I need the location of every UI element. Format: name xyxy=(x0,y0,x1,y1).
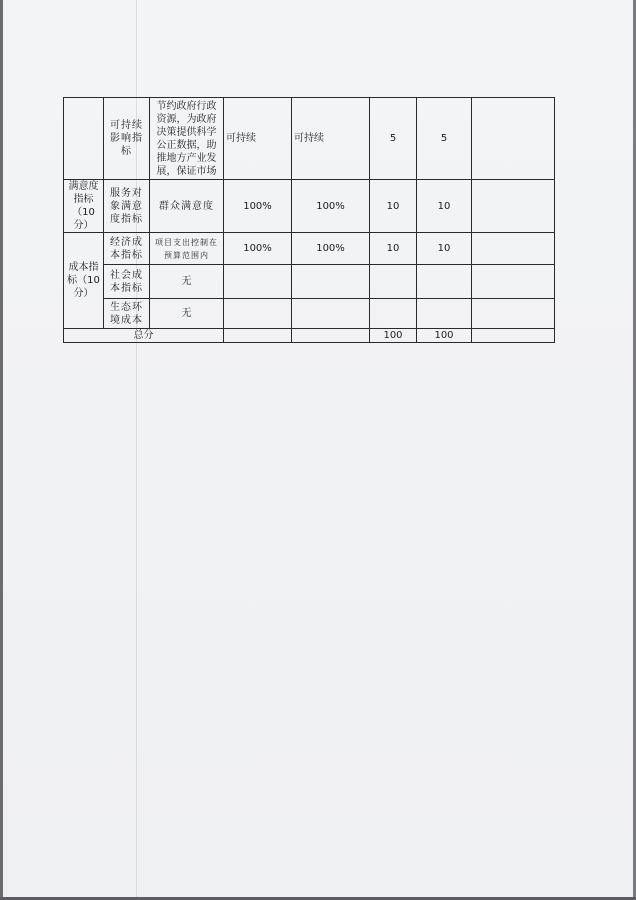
total-row xyxy=(64,329,555,343)
indicator-cell: 无 xyxy=(150,265,224,299)
note-cell xyxy=(472,180,555,233)
note-cell xyxy=(472,98,555,180)
table-row xyxy=(64,233,555,265)
category-cell: 满意度指标（10分） xyxy=(64,180,104,233)
total-actual-cell xyxy=(292,329,370,343)
total-score-cell: 100 xyxy=(417,329,472,343)
target-cell: 100% xyxy=(224,180,292,233)
table-row xyxy=(64,265,555,299)
table-row xyxy=(64,299,555,329)
actual-cell xyxy=(292,265,370,299)
total-weight-cell: 100 xyxy=(370,329,417,343)
sub-indicator-cell: 社会成本指标 xyxy=(104,265,150,299)
indicator-cell: 项目支出控制在预算范围内 xyxy=(150,233,224,265)
weight-cell: 10 xyxy=(370,233,417,265)
table-row xyxy=(64,180,555,233)
actual-cell xyxy=(292,299,370,329)
weight-cell xyxy=(370,265,417,299)
target-cell xyxy=(224,299,292,329)
performance-indicator-table xyxy=(63,97,555,343)
table-row xyxy=(64,98,555,180)
score-cell xyxy=(417,265,472,299)
category-cell xyxy=(64,98,104,180)
sub-indicator-cell: 服务对象满意度指标 xyxy=(104,180,150,233)
actual-cell: 100% xyxy=(292,233,370,265)
weight-cell: 5 xyxy=(370,98,417,180)
target-cell: 可持续 xyxy=(224,98,292,180)
weight-cell xyxy=(370,299,417,329)
score-cell: 5 xyxy=(417,98,472,180)
total-target-cell xyxy=(224,329,292,343)
sub-indicator-cell: 可持续影响指标 xyxy=(104,98,150,180)
scan-edge-left xyxy=(0,0,3,900)
weight-cell: 10 xyxy=(370,180,417,233)
category-cell: 成本指标（10分） xyxy=(64,233,104,329)
score-cell: 10 xyxy=(417,180,472,233)
note-cell xyxy=(472,233,555,265)
sub-indicator-cell: 生态环境成本 xyxy=(104,299,150,329)
target-cell: 100% xyxy=(224,233,292,265)
sub-indicator-cell: 经济成本指标 xyxy=(104,233,150,265)
actual-cell: 可持续 xyxy=(292,98,370,180)
target-cell xyxy=(224,265,292,299)
indicator-cell: 群众满意度 xyxy=(150,180,224,233)
indicator-cell: 节约政府行政资源，为政府决策提供科学公正数据，助推地方产业发展，保证市场 xyxy=(150,98,224,180)
indicator-cell: 无 xyxy=(150,299,224,329)
note-cell xyxy=(472,299,555,329)
score-cell: 10 xyxy=(417,233,472,265)
actual-cell: 100% xyxy=(292,180,370,233)
total-label: 总分 xyxy=(64,329,224,343)
total-note-cell xyxy=(472,329,555,343)
note-cell xyxy=(472,265,555,299)
score-cell xyxy=(417,299,472,329)
